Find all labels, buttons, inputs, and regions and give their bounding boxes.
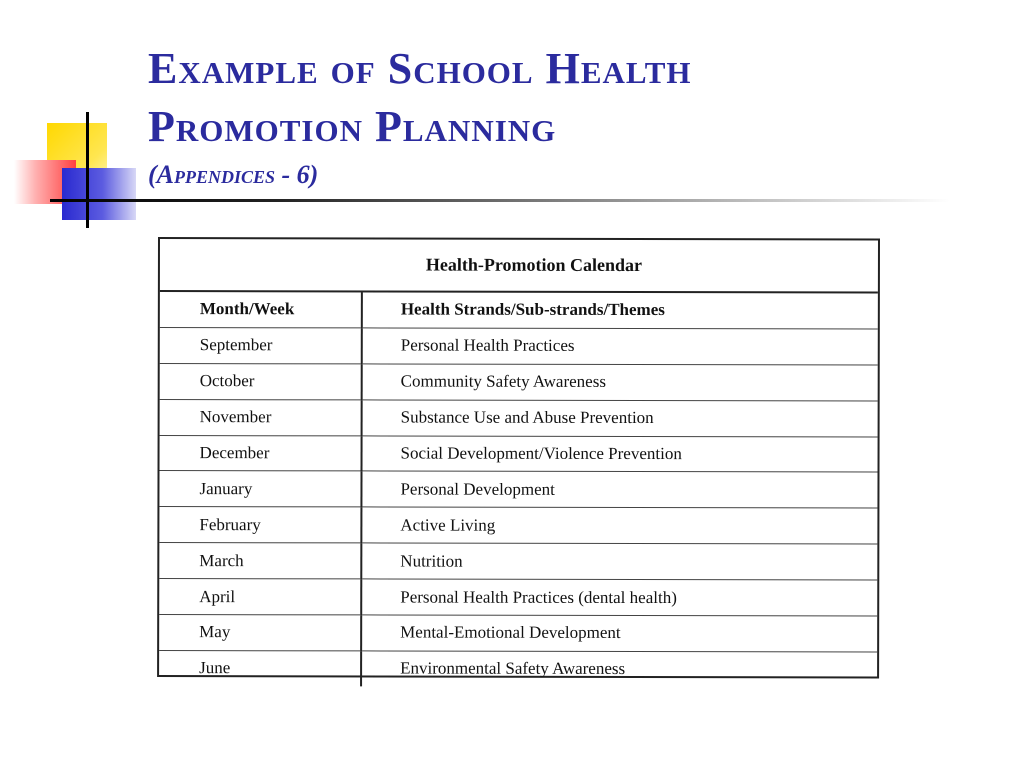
blue-square-decoration [62,168,136,220]
theme-cell: Active Living [361,507,877,544]
month-cell: April [159,579,361,615]
health-promotion-calendar-table [157,237,880,679]
theme-cell: Substance Use and Abuse Prevention [362,400,878,437]
title-underline [50,199,950,202]
column-header-themes: Health Strands/Sub-strands/Themes [400,299,665,320]
theme-cell: Nutrition [361,543,877,580]
month-cell: October [160,363,362,399]
slide-title [148,40,1008,156]
month-cell: February [159,507,361,543]
calendar-title: Health-Promotion Calendar [160,239,878,294]
table-row [160,435,878,472]
table-row [159,615,877,652]
theme-cell: Mental-Emotional Development [361,615,877,652]
month-cell: March [159,543,361,579]
month-cell: June [159,650,361,686]
theme-cell: Personal Health Practices (dental health) [361,579,877,616]
slide-title-line2: Promotion Planning [148,102,557,151]
table-row [159,471,877,508]
theme-cell: Social Development/Violence Prevention [362,435,878,472]
slide-logo-decoration [0,0,160,240]
table-row [160,327,878,364]
table-row [159,507,877,544]
month-cell: May [159,615,361,651]
table-row [159,650,877,687]
table-row [159,543,877,580]
column-header-month: Month/Week [160,292,362,328]
table-header-row [160,292,878,329]
table-row [159,579,877,616]
vertical-rule-decoration [86,112,89,228]
theme-cell: Personal Development [361,471,877,508]
slide-subtitle: (Appendices - 6) [148,160,319,189]
month-cell: September [160,327,362,363]
table-row [160,399,878,436]
slide-title-line1: Example of School Health [148,44,692,93]
month-cell: January [159,471,361,507]
month-cell: December [160,435,362,471]
calendar-grid [159,292,878,687]
month-cell: November [160,399,362,435]
theme-cell: Community Safety Awareness [362,364,878,401]
table-row [160,363,878,400]
theme-cell: Personal Health Practices [362,328,878,365]
theme-cell: Environmental Safety Awareness [361,651,877,687]
